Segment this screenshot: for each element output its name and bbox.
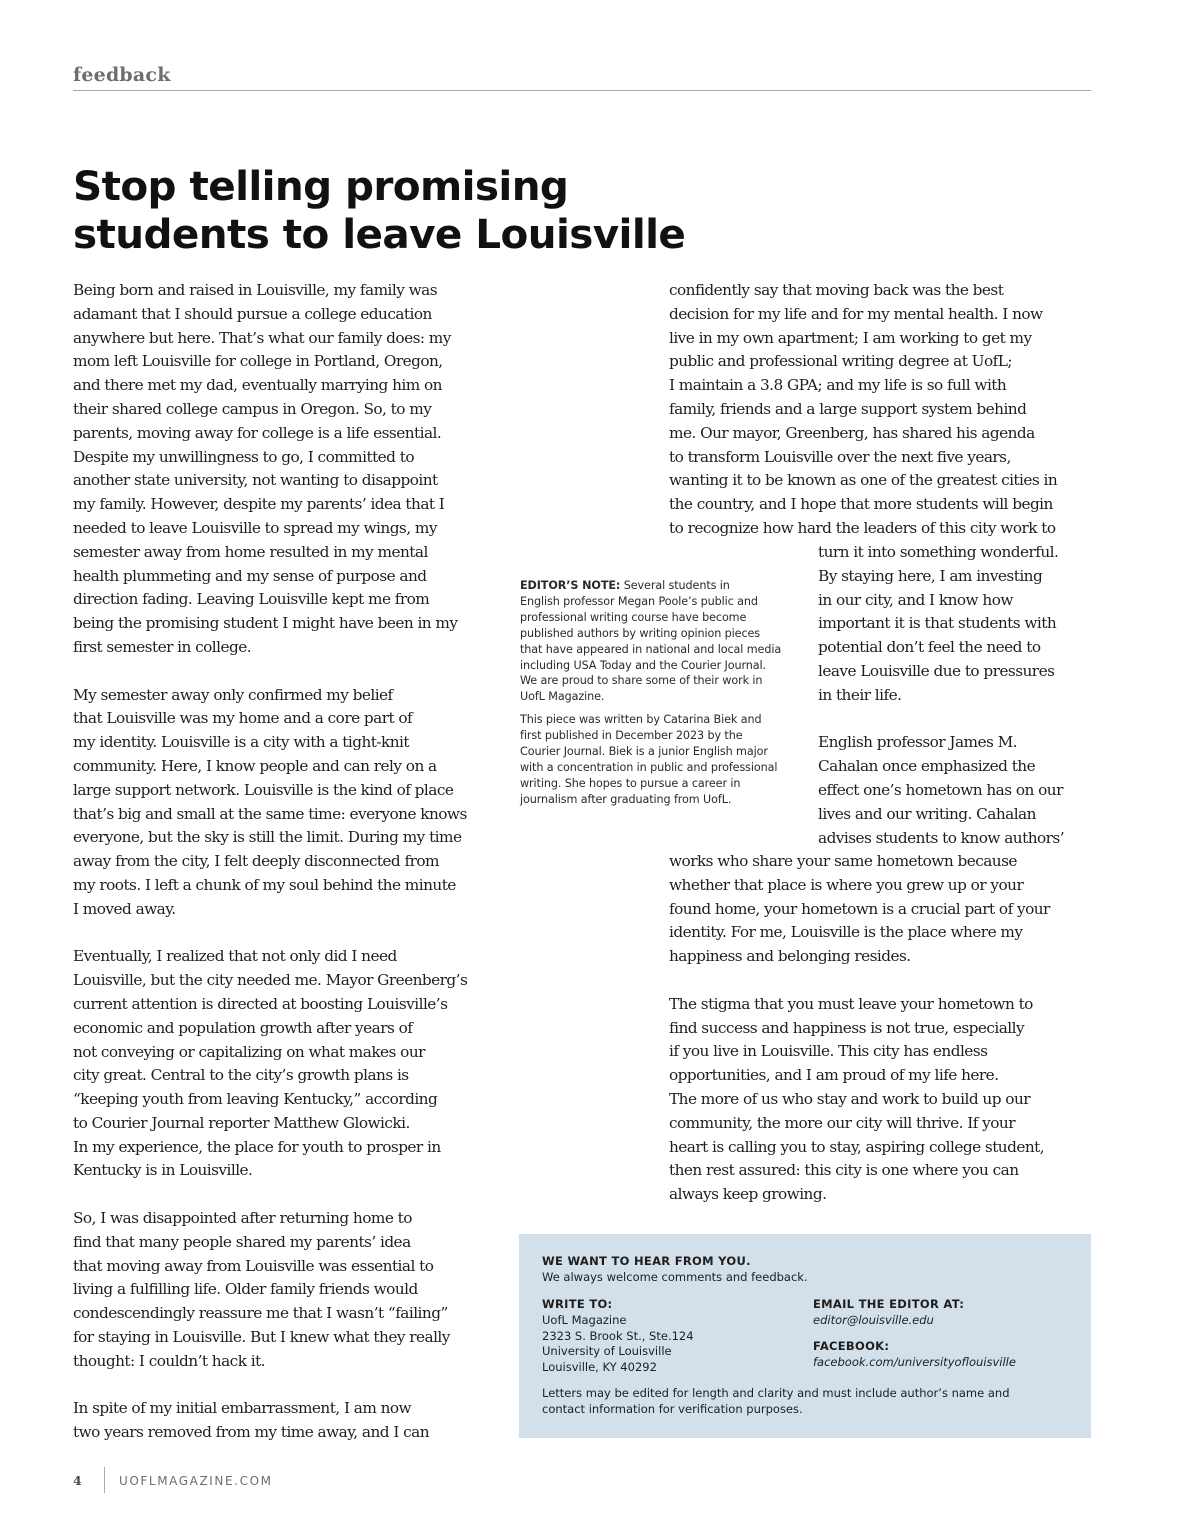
article-line: being the promising student I might have been in my xyxy=(73,614,458,633)
article-line: my family. However, despite my parents’ idea that I xyxy=(73,495,445,514)
article-line: current attention is directed at boosting Louisville’s xyxy=(73,994,448,1013)
editors-note xyxy=(520,578,800,815)
article-line: to Courier Journal reporter Matthew Glowicki. xyxy=(73,1113,410,1132)
editors-note-paragraph xyxy=(520,578,800,705)
article-line: leave Louisville due to pressures xyxy=(818,661,1055,680)
article-line: first semester in college. xyxy=(73,637,252,656)
article-line: needed to leave Louisville to spread my wings, my xyxy=(73,518,437,537)
address-line: UofL Magazine xyxy=(542,1312,627,1327)
email-link[interactable]: editor@louisville.edu xyxy=(813,1312,934,1327)
article-line: decision for my life and for my mental health. I now xyxy=(669,304,1043,323)
article-line: Being born and raised in Louisville, my family was xyxy=(73,281,438,299)
editors-note-line: that have appeared in national and local media xyxy=(520,642,782,656)
article-line: another state university, not wanting to disappoint xyxy=(73,471,438,490)
article-line: that’s big and small at the same time: everyone knows xyxy=(73,804,467,823)
address-line: Louisville, KY 40292 xyxy=(542,1360,657,1375)
article-headline xyxy=(73,162,833,258)
mailing-address-block xyxy=(542,1297,694,1376)
editors-note-line: published authors by writing opinion pieces xyxy=(520,626,761,640)
article-line: “keeping youth from leaving Kentucky,” according xyxy=(73,1090,438,1109)
article-line: In my experience, the place for youth to prosper in xyxy=(73,1137,441,1156)
article-line: that Louisville was my home and a core part of xyxy=(73,709,413,728)
article-line: not conveying or capitalizing on what makes our xyxy=(73,1042,425,1061)
article-line: In spite of my initial embarrassment, I am now xyxy=(73,1399,412,1418)
editors-note-line: professional writing course have become xyxy=(520,610,747,624)
address-line: 2323 S. Brook St., Ste.124 xyxy=(542,1328,694,1343)
article-line: me. Our mayor, Greenberg, has shared his agenda xyxy=(669,423,1035,442)
article-line: in our city, and I know how xyxy=(818,590,1013,609)
mailing-address xyxy=(542,1313,694,1376)
article-line: heart is calling you to stay, aspiring college student, xyxy=(669,1137,1045,1156)
article-line: effect one’s hometown has on our xyxy=(818,780,1063,799)
article-line: happiness and belonging resides. xyxy=(669,947,911,966)
article-line: city great. Central to the city’s growth plans is xyxy=(73,1066,409,1085)
editors-note-label: EDITOR’S NOTE: xyxy=(520,579,621,592)
article-line: public and professional writing degree at UofL; xyxy=(669,352,1012,371)
article-line: mom left Louisville for college in Portland, Oregon, xyxy=(73,352,443,371)
article-column-right-narrow xyxy=(818,541,1090,850)
editors-note-line: English professor Megan Poole’s public and xyxy=(520,594,758,608)
email-label: EMAIL THE EDITOR AT: xyxy=(813,1297,965,1311)
headline-line: students to leave Louisville xyxy=(73,210,686,258)
article-line: Despite my unwillingness to go, I committed to xyxy=(73,447,414,466)
article-line: live in my own apartment; I am working to get my xyxy=(669,328,1032,347)
article-line: direction fading. Leaving Louisville kept me from xyxy=(73,590,430,609)
editors-note-line: We are proud to share some of their work in xyxy=(520,674,763,688)
article-line: and there met my dad, eventually marrying him on xyxy=(73,376,442,395)
editors-note-line: with a concentration in public and professional xyxy=(520,760,778,774)
article-line: turn it into something wonderful. xyxy=(818,543,1059,561)
editors-note-line: This piece was written by Catarina Biek and xyxy=(520,713,762,727)
article-column-right-bottom xyxy=(669,850,1089,1207)
article-line: everyone, but the sky is still the limit. During my time xyxy=(73,828,462,847)
feedback-footnote xyxy=(542,1386,1062,1418)
address-line: University of Louisville xyxy=(542,1344,672,1359)
article-paragraph xyxy=(73,1207,503,1374)
article-line: Cahalan once emphasized the xyxy=(818,757,1036,776)
article-line: semester away from home resulted in my mental xyxy=(73,542,428,561)
article-line: family, friends and a large support system behind xyxy=(669,399,1027,418)
feedback-box xyxy=(519,1234,1091,1438)
footnote-line: Letters may be edited for length and clarity and must include author’s name and xyxy=(542,1386,1010,1400)
article-line: By staying here, I am investing xyxy=(818,566,1043,585)
footer-divider xyxy=(104,1467,105,1493)
article-line: advises students to know authors’ xyxy=(818,828,1065,847)
article-line: opportunities, and I am proud of my life here. xyxy=(669,1066,999,1085)
editors-note-line: including USA Today and the Courier Journal. xyxy=(520,658,766,672)
article-line: in their life. xyxy=(818,685,902,704)
article-line: works who share your same hometown because xyxy=(669,852,1017,870)
article-line: for staying in Louisville. But I knew what they really xyxy=(73,1328,450,1347)
article-line: The stigma that you must leave your hometown to xyxy=(669,994,1033,1013)
write-to-label: WRITE TO: xyxy=(542,1297,613,1311)
article-line: potential don’t feel the need to xyxy=(818,638,1041,657)
article-line: to recognize how hard the leaders of this city work to xyxy=(669,518,1056,537)
article-line: identity. For me, Louisville is the place where my xyxy=(669,923,1023,942)
article-line: community. Here, I know people and can rely on a xyxy=(73,756,437,775)
article-line: the country, and I hope that more students will begin xyxy=(669,495,1053,514)
email-block xyxy=(813,1297,964,1329)
article-column-right-top xyxy=(669,279,1089,541)
article-paragraph xyxy=(73,279,503,660)
article-line: lives and our writing. Cahalan xyxy=(818,804,1036,823)
article-line: wanting it to be known as one of the greatest cities in xyxy=(669,471,1058,490)
article-line: Louisville, but the city needed me. Mayor Greenberg’s xyxy=(73,971,468,990)
feedback-heading: WE WANT TO HEAR FROM YOU. xyxy=(542,1254,751,1268)
article-line: my roots. I left a chunk of my soul behind the minute xyxy=(73,875,456,894)
article-paragraph xyxy=(669,993,1089,1207)
article-line: English professor James M. xyxy=(818,733,1018,752)
section-label: feedback xyxy=(73,64,171,86)
headline-line: Stop telling promising xyxy=(73,162,569,210)
facebook-block xyxy=(813,1339,1016,1371)
article-paragraph xyxy=(818,541,1090,708)
article-line: that moving away from Louisville was essential to xyxy=(73,1256,434,1275)
editors-note-first-line xyxy=(520,578,800,594)
article-line: I maintain a 3.8 GPA; and my life is so full with xyxy=(669,376,1007,395)
article-line: confidently say that moving back was the best xyxy=(669,281,1004,299)
article-line: large support network. Louisville is the kind of place xyxy=(73,780,454,799)
article-line: economic and population growth after years of xyxy=(73,1018,413,1037)
facebook-link[interactable]: facebook.com/universityoflouisville xyxy=(813,1354,1016,1369)
article-line: if you live in Louisville. This city has endless xyxy=(669,1042,988,1061)
article-line: away from the city, I felt deeply disconnected from xyxy=(73,852,439,871)
article-paragraph xyxy=(73,1397,503,1445)
editors-note-line: Courier Journal. Biek is a junior English major xyxy=(520,745,768,759)
site-name: UOFLMAGAZINE.COM xyxy=(119,1474,273,1488)
article-line: find that many people shared my parents’ idea xyxy=(73,1232,411,1251)
editors-note-line: first published in December 2023 by the xyxy=(520,729,743,743)
article-line: parents, moving away for college is a life essential. xyxy=(73,423,442,442)
editors-note-paragraph xyxy=(520,712,800,807)
article-line: my identity. Louisville is a city with a tight-knit xyxy=(73,733,409,752)
article-line: adamant that I should pursue a college education xyxy=(73,304,432,323)
article-paragraph xyxy=(73,945,503,1183)
feedback-subheading: We always welcome comments and feedback. xyxy=(542,1270,808,1284)
article-line: then rest assured: this city is one where you can xyxy=(669,1161,1019,1180)
page-number: 4 xyxy=(73,1473,82,1488)
article-line: important it is that students with xyxy=(818,614,1057,633)
article-line: find success and happiness is not true, especially xyxy=(669,1018,1025,1037)
article-line: to transform Louisville over the next five years, xyxy=(669,447,1011,466)
article-line: The more of us who stay and work to build up our xyxy=(669,1089,1031,1108)
article-line: thought: I couldn’t hack it. xyxy=(73,1351,265,1370)
article-paragraph xyxy=(669,850,1089,969)
article-column-left xyxy=(73,279,503,1445)
article-line: living a fulfilling life. Older family friends would xyxy=(73,1280,418,1299)
article-paragraph xyxy=(73,684,503,922)
article-line: So, I was disappointed after returning home to xyxy=(73,1209,412,1228)
article-line: condescendingly reassure me that I wasn’t “failing” xyxy=(73,1304,448,1323)
article-line: My semester away only confirmed my belief xyxy=(73,685,393,704)
article-line: always keep growing. xyxy=(669,1185,827,1204)
article-line: Eventually, I realized that not only did I need xyxy=(73,947,397,966)
article-line: found home, your hometown is a crucial part of your xyxy=(669,899,1050,918)
editors-note-text: Several students in xyxy=(620,579,730,592)
article-line: their shared college campus in Oregon. So, to my xyxy=(73,399,432,418)
editors-note-line: UofL Magazine. xyxy=(520,690,605,704)
article-line: I moved away. xyxy=(73,899,176,918)
editors-note-line: journalism after graduating from UofL. xyxy=(520,792,732,806)
facebook-label: FACEBOOK: xyxy=(813,1339,890,1353)
article-line: anywhere but here. That’s what our family does: my xyxy=(73,328,451,347)
article-line: whether that place is where you grew up or your xyxy=(669,875,1024,894)
article-line: two years removed from my time away, and I can xyxy=(73,1423,430,1442)
article-line: Kentucky is in Louisville. xyxy=(73,1161,253,1180)
footnote-line: contact information for verification purposes. xyxy=(542,1401,803,1416)
article-line: health plummeting and my sense of purpose and xyxy=(73,566,427,585)
article-line: community, the more our city will thrive. If your xyxy=(669,1113,1015,1132)
editors-note-line: writing. She hopes to pursue a career in xyxy=(520,776,741,790)
article-paragraph xyxy=(818,731,1090,850)
header-divider xyxy=(73,90,1091,91)
